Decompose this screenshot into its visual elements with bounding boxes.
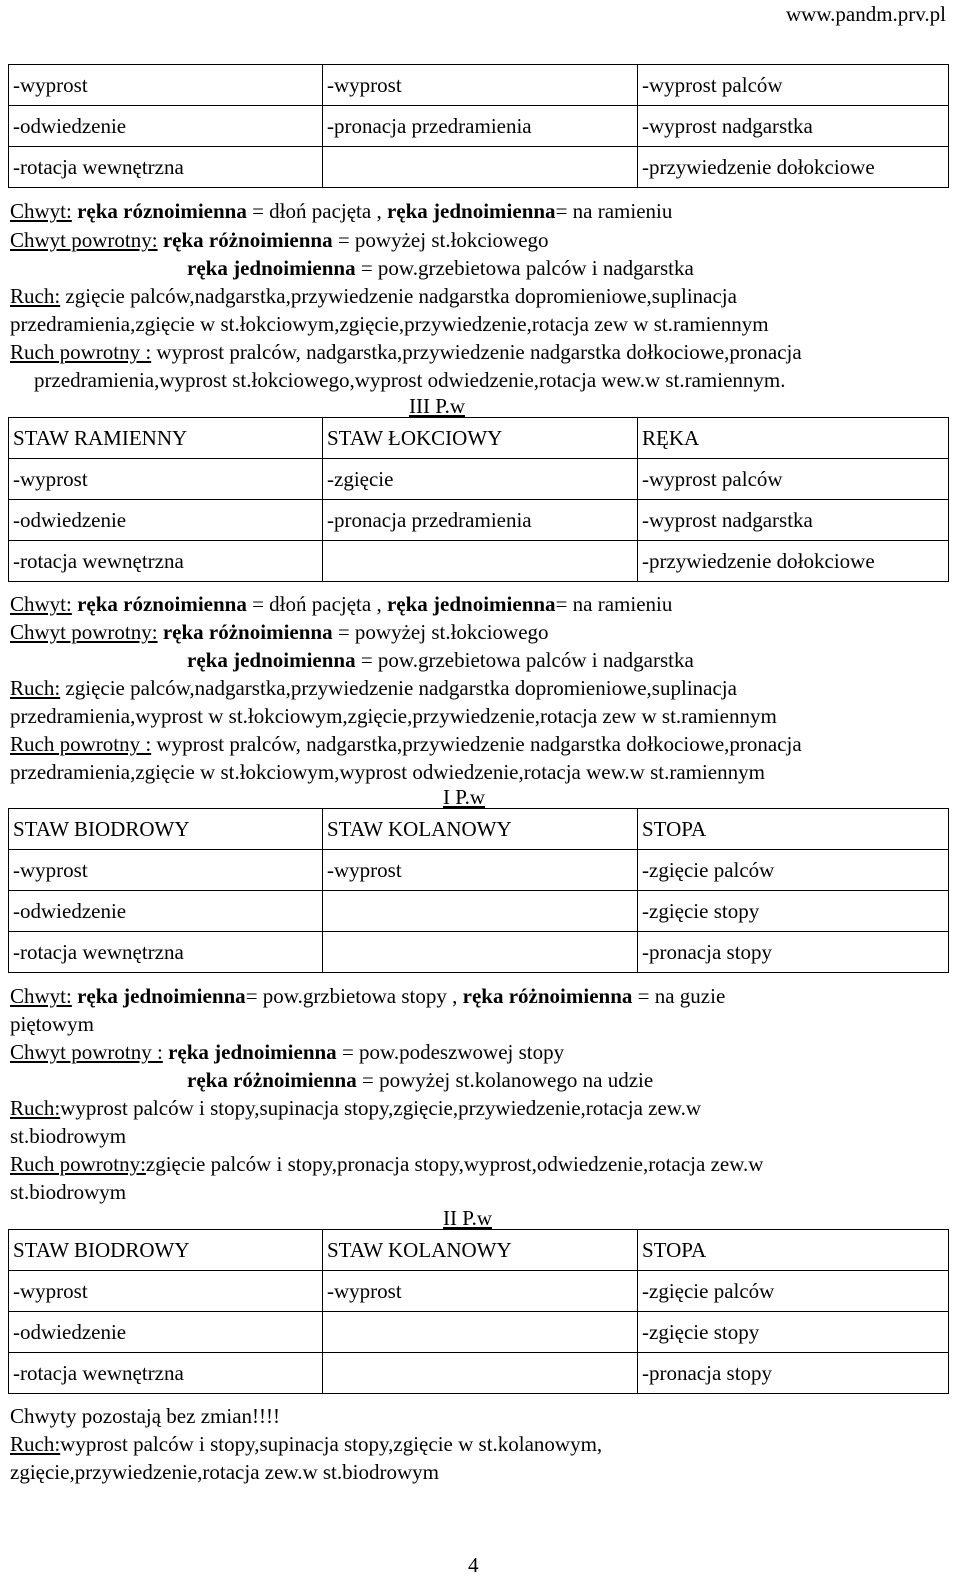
cell: -wyprost palców [638,459,949,500]
table-row [9,1312,949,1353]
ruch-powrotny-text-2: przedramienia,zgięcie w st.łokciowym,wyprost odwiedzenie,rotacja wew.w st.ramiennym [10,760,765,784]
section-title: I P.w [443,785,486,809]
cell: -zgięcie palców [638,850,949,891]
chwyt-text-2: = na guzie [632,984,726,1008]
ruch-powrotny-text-2: st.biodrowym [10,1180,127,1204]
ruch-line [10,1430,602,1458]
column-header: STOPA [638,809,949,850]
cell: -rotacja wewnętrzna [9,1353,323,1394]
cell: -pronacja stopy [638,932,949,973]
chwyt-powrotny-bold: ręka jednoimienna [162,1040,337,1064]
chwyt-line [10,590,672,618]
chwyt-powrotny-bold-2: ręka jednoimienna [187,648,356,672]
cell: -wyprost nadgarstka [638,106,949,147]
chwyt-powrotny-text: = powyżej st.łokciowego [332,620,549,644]
ruch-text-2: przedramienia,zgięcie w st.łokciowym,zgięcie,przywiedzenie,rotacja zew w st.ramiennym [10,312,769,336]
chwyt-powrotny-bold: ręka różnoimienna [157,228,333,252]
header-url: www.pandm.prv.pl [785,2,946,26]
chwyt-powrotny-label: Chwyt powrotny: [10,228,158,252]
chwyt-text-1: = dłoń pacjęta , [246,199,382,223]
column-header: STAW KOLANOWY [323,809,638,850]
cell [323,541,638,582]
chwyt-powrotny-line-2 [187,646,694,674]
chwyt-bold-1: ręka róznoimienna [71,592,247,616]
ruch-powrotny-line [10,730,802,758]
chwyt-powrotny-text: = powyżej st.łokciowego [332,228,549,252]
chwyt-powrotny-bold-2: ręka różnoimienna [187,1068,357,1092]
table-row [9,147,949,188]
chwyt-powrotny-label: Chwyt powrotny: [10,620,158,644]
chwyt-bold-2: ręka jednoimienna [381,199,556,223]
ruch-powrotny-text: wyprost pralców, nadgarstka,przywiedzenie nadgarstka dołkociowe,pronacja [151,732,802,756]
chwyt-text-2: = na ramieniu [555,592,673,616]
column-header: RĘKA [638,418,949,459]
cell: -zgięcie stopy [638,891,949,932]
chwyt-powrotny-bold-2: ręka jednoimienna [187,256,356,280]
chwyt-powrotny-line [10,618,549,646]
chwyt-powrotny-line-2 [187,254,694,282]
section-title: III P.w [409,394,465,418]
cell: -zgięcie [323,459,638,500]
cell: -wyprost nadgarstka [638,500,949,541]
chwyt-powrotny-line-2 [187,1066,653,1094]
cell: -przywiedzenie dołokciowe [638,541,949,582]
chwyt-powrotny-text-2: = pow.grzebietowa palców i nadgarstka [355,648,694,672]
cell: -zgięcie palców [638,1271,949,1312]
ruch-text: zgięcie palców,nadgarstka,przywiedzenie nadgarstka dopromieniowe,suplinacja [60,676,737,700]
page-number: 4 [468,1553,479,1577]
chwyt-text-1: = pow.grzbietowa stopy , [245,984,458,1008]
cell: -wyprost [9,459,323,500]
chwyt-bold-1: ręka róznoimienna [77,199,247,223]
chwyt-powrotny-line [10,226,549,254]
section-title: II P.w [443,1206,493,1230]
chwyt-label: Chwyt: [10,592,72,616]
cell: -wyprost [323,850,638,891]
ruch-label: Ruch: [10,1096,61,1120]
column-header: STOPA [638,1230,949,1271]
cell: -rotacja wewnętrzna [9,932,323,973]
ruch-label: Ruch: [10,284,61,308]
cell: -pronacja przedramienia [323,500,638,541]
chwyt-line [10,982,725,1010]
ruch-line [10,674,737,702]
ruch-text: wyprost palców i stopy,supinacja stopy,zgięcie w st.kolanowym, [60,1432,603,1456]
cell: -wyprost [9,1271,323,1312]
chwyt-bold-1: ręka jednoimienna [71,984,246,1008]
cell: -wyprost [323,1271,638,1312]
cell: -wyprost [9,65,323,106]
ruch-text-2: zgięcie,przywiedzenie,rotacja zew.w st.biodrowym [10,1460,439,1484]
cell [323,1353,638,1394]
cell: -zgięcie stopy [638,1312,949,1353]
cell [323,147,638,188]
ruch-powrotny-line [10,338,802,366]
chwyty-note: Chwyty pozostają bez zmian!!!! [10,1404,280,1428]
chwyt-powrotny-text-2: = powyżej st.kolanowego na udzie [356,1068,654,1092]
ruch-powrotny-text: zgięcie palców i stopy,pronacja stopy,wyprost,odwiedzenie,rotacja zew.w [145,1152,764,1176]
cell [323,891,638,932]
chwyt-label: Chwyt: [10,984,72,1008]
ruch-powrotny-text-2: przedramienia,wyprost st.łokciowego,wyprost odwiedzenie,rotacja wew.w st.ramiennym. [34,368,786,392]
ruch-label: Ruch: [10,1432,61,1456]
cell: -pronacja przedramienia [323,106,638,147]
ruch-powrotny-label: Ruch powrotny : [10,732,152,756]
cell: -pronacja stopy [638,1353,949,1394]
column-header: STAW ŁOKCIOWY [323,418,638,459]
chwyt-powrotny-text-2: = pow.grzebietowa palców i nadgarstka [355,256,694,280]
chwyt-text-1: = dłoń pacjęta , [246,592,382,616]
cell: -odwiedzenie [9,500,323,541]
chwyt-powrotny-label: Chwyt powrotny : [10,1040,163,1064]
table-row [9,1271,949,1312]
chwyt-bold-2: ręka różnoimienna [457,984,633,1008]
cell: -odwiedzenie [9,891,323,932]
table-row [9,932,949,973]
cell: -wyprost palców [638,65,949,106]
ruch-text-2: przedramienia,wyprost w st.łokciowym,zgięcie,przywiedzenie,rotacja zew w st.ramiennym [10,704,777,728]
table-row [9,500,949,541]
ruch-powrotny-line [10,1150,763,1178]
ruch-text: zgięcie palców,nadgarstka,przywiedzenie nadgarstka dopromieniowe,suplinacja [60,284,737,308]
cell: -wyprost [323,65,638,106]
chwyt-text-3: piętowym [10,1012,94,1036]
cell: -wyprost [9,850,323,891]
chwyt-line [10,197,672,225]
cell: -odwiedzenie [9,1312,323,1353]
ruch-powrotny-text: wyprost pralców, nadgarstka,przywiedzenie nadgarstka dołkociowe,pronacja [151,340,802,364]
cell: -rotacja wewnętrzna [9,147,323,188]
table-section-2 [8,417,949,582]
column-header: STAW KOLANOWY [323,1230,638,1271]
cell: -odwiedzenie [9,106,323,147]
table-header-row [9,418,949,459]
table-row [9,106,949,147]
ruch-label: Ruch: [10,676,61,700]
table-section-4 [8,1229,949,1394]
chwyt-text-2: = na ramieniu [555,199,673,223]
cell [323,1312,638,1353]
ruch-line [10,1094,701,1122]
cell: -rotacja wewnętrzna [9,541,323,582]
table-row [9,891,949,932]
ruch-line [10,282,737,310]
chwyt-powrotny-line [10,1038,564,1066]
cell: -przywiedzenie dołokciowe [638,147,949,188]
table-section-1 [8,64,949,188]
ruch-powrotny-label: Ruch powrotny : [10,340,152,364]
chwyt-bold-2: ręka jednoimienna [381,592,556,616]
column-header: STAW BIODROWY [9,809,323,850]
table-row [9,459,949,500]
chwyt-label: Chwyt: [10,199,72,223]
table-header-row [9,809,949,850]
table-header-row [9,1230,949,1271]
cell [323,932,638,973]
table-row [9,65,949,106]
ruch-text-2: st.biodrowym [10,1124,127,1148]
column-header: STAW BIODROWY [9,1230,323,1271]
column-header: STAW RAMIENNY [9,418,323,459]
ruch-powrotny-label: Ruch powrotny: [10,1152,146,1176]
chwyt-powrotny-bold: ręka różnoimienna [157,620,333,644]
ruch-text: wyprost palców i stopy,supinacja stopy,zgięcie,przywiedzenie,rotacja zew.w [60,1096,702,1120]
table-row [9,850,949,891]
chwyt-powrotny-text: = pow.podeszwowej stopy [336,1040,565,1064]
table-section-3 [8,808,949,973]
table-row [9,541,949,582]
table-row [9,1353,949,1394]
